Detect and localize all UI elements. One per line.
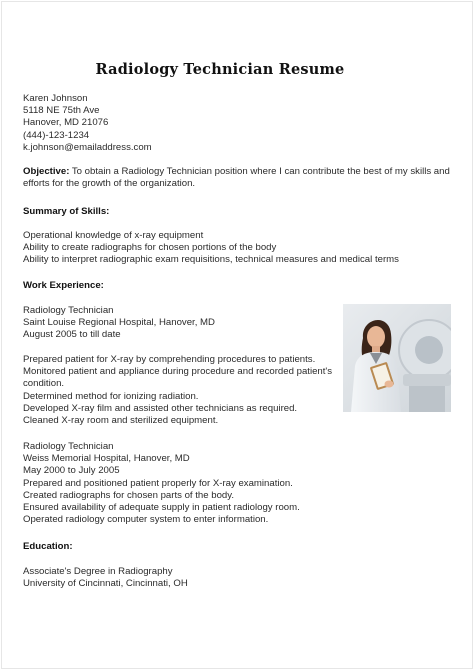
education-degree: Associate's Degree in Radiography (23, 566, 173, 577)
job-dates: May 2000 to July 2005 (23, 465, 120, 477)
contact-phone: (444)-123-1234 (23, 129, 90, 141)
work-heading: Work Experience: (23, 280, 104, 291)
job-1-header (23, 305, 215, 342)
job-employer: Saint Louise Regional Hospital, Hanover, MD (23, 317, 215, 329)
skill-item: Operational knowledge of x-ray equipment (23, 230, 204, 241)
job-duty: Determined method for ionizing radiation. (23, 390, 199, 402)
job-duty: Prepared and positioned patient properly for X-ray examination. (23, 477, 293, 489)
education-school: University of Cincinnati, Cincinnati, OH (23, 578, 188, 590)
job-duty: Ensured availability of adequate supply in patient radiology room. (23, 502, 300, 514)
technician-photo (343, 304, 451, 412)
skills-heading: Summary of Skills: (23, 206, 110, 217)
job-title: Radiology Technician (23, 441, 114, 452)
contact-street: 5118 NE 75th Ave (23, 105, 100, 117)
job-1-duties (23, 354, 343, 427)
objective-label: Objective: (23, 166, 70, 177)
contact-info (23, 93, 152, 154)
job-duty: Operated radiology computer system to enter information. (23, 514, 269, 526)
education-heading: Education: (23, 541, 73, 552)
job-2 (23, 441, 343, 526)
job-duty: Created radiographs for chosen parts of the body. (23, 489, 235, 501)
contact-email: k.johnson@emailaddress.com (23, 141, 152, 153)
job-duty: Cleaned X-ray room and sterilized equipment. (23, 415, 219, 427)
skills-list (23, 230, 399, 267)
skill-item: Ability to interpret radiographic exam requisitions, technical measures and medical terms (23, 254, 399, 266)
resume-title: Radiology Technician Resume (95, 61, 345, 78)
contact-name: Karen Johnson (23, 93, 88, 104)
skill-item: Ability to create radiographs for chosen portions of the body (23, 242, 277, 254)
job-duty: Developed X-ray film and assisted other technicians as required. (23, 402, 298, 414)
education-details (23, 566, 188, 590)
job-dates: August 2005 to till date (23, 329, 121, 341)
contact-city: Hanover, MD 21076 (23, 117, 109, 129)
job-duty: Prepared patient for X-ray by comprehending procedures to patients. (23, 354, 316, 365)
job-employer: Weiss Memorial Hospital, Hanover, MD (23, 453, 190, 465)
objective-section (23, 166, 453, 190)
objective-text: To obtain a Radiology Technician position where I can contribute the best of my skills and efforts for the growth of the organization. (23, 166, 450, 190)
job-duty: Monitored patient and appliance during procedure and recorded patient's condition. (23, 366, 333, 390)
job-title: Radiology Technician (23, 305, 114, 316)
